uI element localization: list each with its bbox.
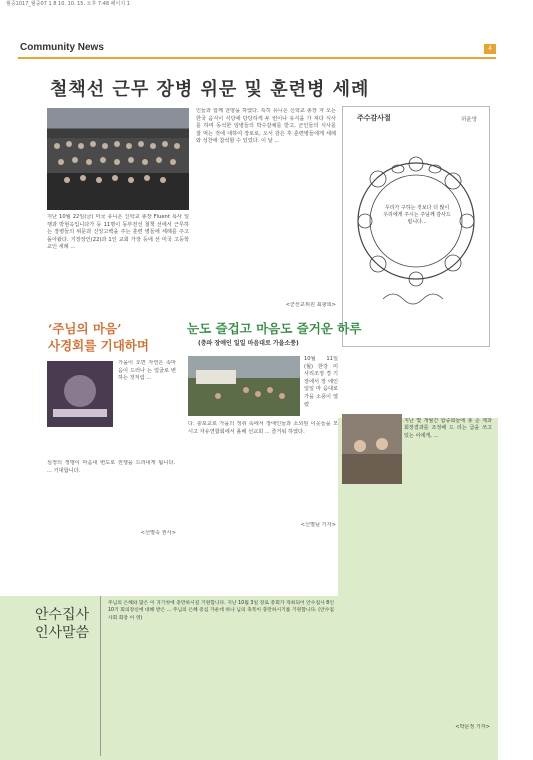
card-title: 주수감사절 — [357, 114, 391, 122]
card-author: 허윤영 — [461, 117, 477, 123]
article2-photo — [47, 361, 113, 427]
print-header: 월중1017_월중07 1 8 10. 10. 15. 오후 7:48 페이지 1 — [6, 1, 130, 7]
article2-headline-line1: ‘주님의 마음’ — [48, 321, 122, 336]
card-quote: 우리가 구하는 것보다 더 많이 우리에게 주시는 주님께 감사드립니다... — [383, 205, 451, 225]
fruit-wreath-illustration — [343, 129, 489, 339]
picnic-photo-graphic — [188, 356, 300, 416]
article3-headline: 눈도 즐겁고 마음도 즐거운 하루 — [187, 321, 362, 336]
thanksgiving-card — [342, 106, 490, 347]
article3-body-main: 다. 충포교로 가을의 정취 속에서 장애인들과 소외된 이웃들을 모시고 자유연합회에서 올해 선교회 ... 즐거워 하였다. — [188, 421, 338, 435]
greetings-divider — [100, 596, 101, 756]
article4-caption: <박문정 기자> — [455, 724, 490, 730]
greetings-body: 주님의 은혜와 많은 이 귀기첫에 충만하시길 기원합니다. 지난 10월 3일 장로 총회가 개최되어 안수집사 8인 10기 회의장신에 대해 받은 ... 주님의 은혜 중심 가운데 하나 님의 축복이 충만하시기를 기원합니다. (안수집사회 회장 이 영) — [108, 601, 334, 621]
article3-photo — [188, 356, 300, 416]
greetings-title-line2: 인사말씀 — [35, 625, 90, 641]
article4-photo — [342, 414, 402, 484]
article1-headline: 철책선 근무 장병 위문 및 훈련병 세례 — [50, 79, 370, 100]
article3-body-top: 10월 11일 (월) 한강 미 사리조정 경 기장에서 장 애인 일일 마 음대로 가을 소풍이 열렸 — [304, 356, 338, 408]
article3-caption: <신별님 기자> — [300, 522, 336, 528]
article2-body-full: 심정의 정맹이 마음내 변도로 전쟁을 드리내게 됩니다. ... 기대합니다. — [47, 460, 175, 474]
article2-headline — [48, 320, 149, 354]
article2-body-col1: 가을이 오면 자연은 속마 음이 드러나 는 얼굴로 변 하는 것처럼 ... — [118, 360, 176, 382]
article2-caption: <선별숙 권사> — [140, 530, 176, 536]
article1-caption: <군선교위원 최광희> — [285, 302, 336, 308]
group-photo-graphic — [47, 108, 189, 210]
section-bar — [18, 42, 496, 59]
section-title: Community News — [20, 42, 104, 53]
article1-photo — [47, 108, 189, 210]
article2-headline-line2: 사경회를 기대하며 — [48, 338, 149, 353]
volunteers-photo-graphic — [342, 414, 402, 484]
greetings-title-line1: 안수집사 — [35, 607, 90, 623]
article3-subheadline: (충파 장애인 일일 마음대로 가을소풍) — [198, 340, 299, 347]
greetings-title — [35, 606, 89, 642]
retreat-banner-graphic — [47, 361, 113, 427]
article1-body-left: 지난 10월 22일(금) 미국 유니온 신학교 총장 Fluent 목사 일행과 박현옥입니다가 등 11명이 동부전선 철책 선에서 근무하는 장병들의 위문과 신앙고백을 주는 훈련 병들에 세례를 주고 돌아왔다. 기장장인(22)과 1인 교회 가장 등에 선 미국 고등학교인 세례 ... — [47, 214, 189, 251]
article4-body: 지난 몇 개월간 함중회들에 총 준 제과 회장결과를 조정해 드 리는 급을 쓰고 있는 이에게, ... — [404, 418, 492, 439]
article1-body-right: 인들과 함께 찬양을 하였다. 특히 유니온 신학교 총장 자 오는 한국 음식이 식당에 당당하게 두 번이나 유식을 가 져다 식사를 하며 동석한 임병들의 박수갈채를 받고, 군인들의 식사를 잘 먹는 것에 대하여 장로로, 오서 감은 후 훈련병들에게 세례와 성찬에 참석할 수 있었다. 이 날 ... — [196, 108, 336, 145]
page-number: 4 — [484, 44, 496, 54]
